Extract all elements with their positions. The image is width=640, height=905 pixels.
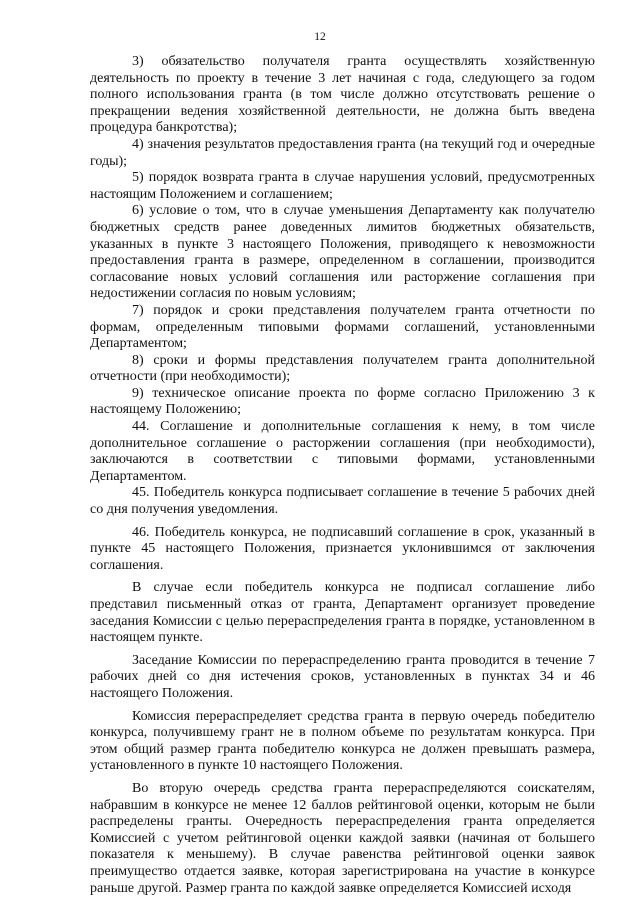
paragraph-second-priority: Во вторую очередь средства гранта перераспределяются соискателям, набравшим в конкурсе не менее 12 баллов рейтинговой оценки, которым не были распределены гранты. Очередность перераспределения гранта определяется Комиссией с учетом рейтинговой оценки каждой заявки (начиная от большего показателя к меньшему). В случае равенства рейтинговой оценки заявок преимущество отдается заявке, которая зарегистрирована на участие в конкурсе раньше другой. Размер гранта по каждой заявке определяется Комиссией исходя [90,780,595,896]
paragraph-item-6: 6) условие о том, что в случае уменьшения Департаменту как получателю бюджетных средств ранее доведенных лимитов бюджетных обязательств, указанных в пункте 3 настоящего Положения, приводящего к невозможности предоставления гранта в размере, определенном в соглашении, производится согласование новых условий соглашения или расторжение соглашения при недостижении согласия по новым условиям; [90,203,595,302]
paragraph-commission-meeting: Заседание Комиссии по перераспределению гранта проводится в течение 7 рабочих дней со дня истечения сроков, установленных в пунктах 34 и 46 настоящего Положения. [90,652,595,701]
paragraph-item-7: 7) порядок и сроки представления получателем гранта отчетности по формам, определенным типовыми формами соглашений, установленными Департаментом; [90,302,595,352]
paragraph-item-8: 8) сроки и формы представления получателем гранта дополнительной отчетности (при необходимости); [90,352,595,385]
paragraph-refusal-case: В случае если победитель конкурса не подписал соглашение либо представил письменный отказ от гранта, Департамент организует проведение заседания Комиссии с целью перераспределения гранта в порядке, установленном в настоящем пункте. [90,580,595,646]
paragraph-first-priority: Комиссия перераспределяет средства гранта в первую очередь победителю конкурса, получившему грант не в полном объеме по результатам конкурса. При этом общий размер гранта победителю конкурса не должен превышать размера, установленного в пункте 10 настоящего Положения. [90,708,595,774]
paragraph-item-9: 9) техническое описание проекта по форме согласно Приложению 3 к настоящему Положению; [90,385,595,418]
paragraph-item-3: 3) обязательство получателя гранта осуществлять хозяйственную деятельность по проекту в течение 3 лет начиная с года, следующего за годом полного использования гранта (в том числе должно отсутствовать решение о прекращении ведения хозяйственной деятельности, не должна быть введена процедура банкротства); [90,54,595,136]
document-body [90,54,595,897]
paragraph-item-5: 5) порядок возврата гранта в случае нарушения условий, предусмотренных настоящим Положением и соглашением; [90,170,595,202]
paragraph-clause-45: 45. Победитель конкурса подписывает соглашение в течение 5 рабочих дней со дня получения уведомления. [90,485,595,518]
paragraph-item-4: 4) значения результатов предоставления гранта (на текущий год и очередные годы); [90,136,595,169]
page-number: 12 [314,31,326,43]
paragraph-clause-44: 44. Соглашение и дополнительные соглашения к нему, в том числе дополнительное соглашение о расторжении соглашения (при необходимости), заключаются в соответствии с типовыми формами, установленными Департаментом. [90,419,595,484]
paragraph-clause-46: 46. Победитель конкурса, не подписавший соглашение в срок, указанный в пункте 45 настоящего Положения, признается уклонившимся от заключения соглашения. [90,524,595,573]
